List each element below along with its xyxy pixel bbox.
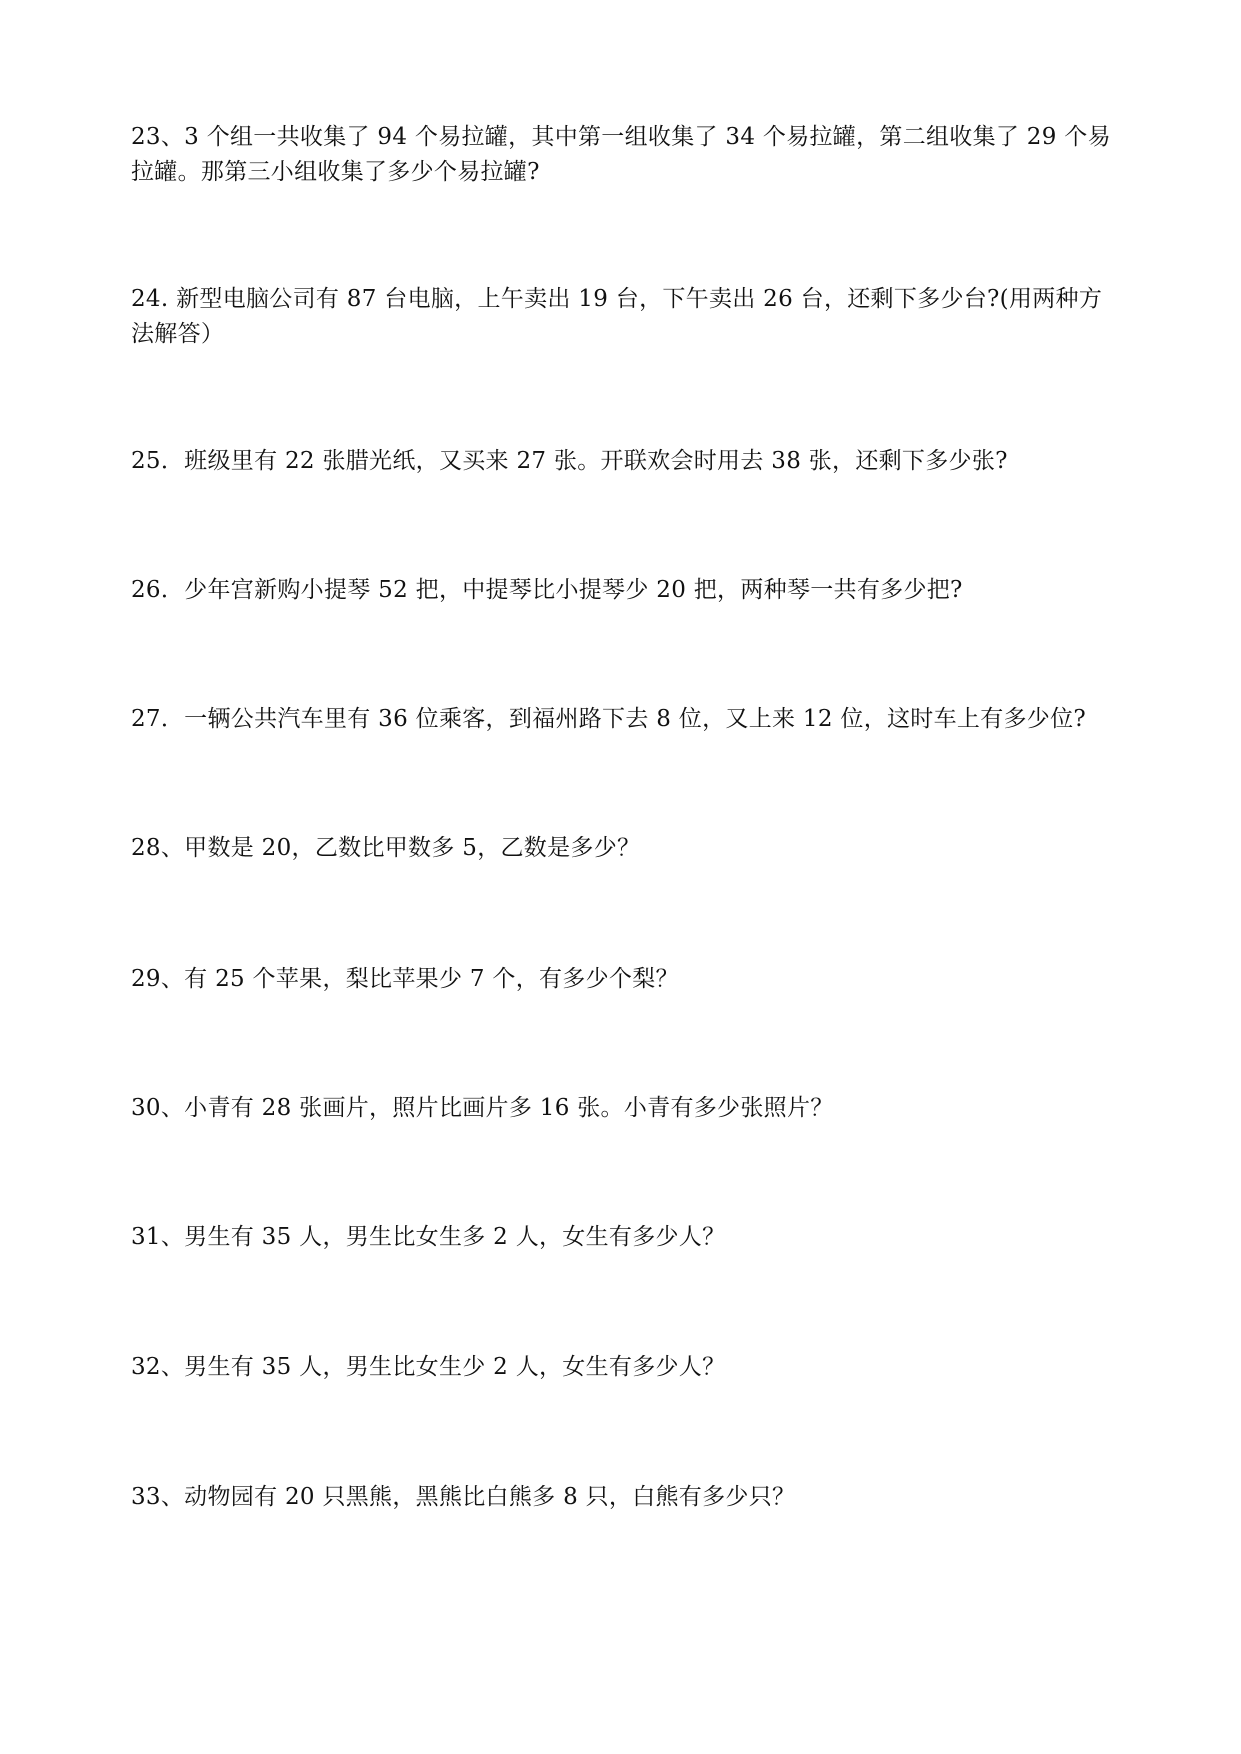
problem-line: 24. 新型电脑公司有 87 台电脑，上午卖出 19 台，下午卖出 26 台，还剩下多少台?(用两种方 [131,286,1103,312]
problem-line: 法解答） [131,321,225,347]
problem-25 [131,444,1121,479]
problem-23 [131,120,1121,190]
problem-line: 28、甲数是 20，乙数比甲数多 5，乙数是多少？ [131,835,641,861]
problem-33 [131,1480,1121,1515]
problem-28 [131,831,1121,866]
problem-27 [131,702,1121,737]
problem-line: 31、男生有 35 人，男生比女生多 2 人，女生有多少人？ [131,1224,726,1250]
problem-29 [131,962,1121,997]
problem-line: 25．班级里有 22 张腊光纸，又买来 27 张。开联欢会时用去 38 张，还剩下多少张? [131,448,1008,474]
problem-30 [131,1091,1121,1126]
problem-31 [131,1220,1121,1255]
problem-line: 32、男生有 35 人，男生比女生少 2 人，女生有多少人？ [131,1354,726,1380]
problem-26 [131,573,1121,608]
problem-line: 27．一辆公共汽车里有 36 位乘客，到福州路下去 8 位，又上来 12 位，这时车上有多少位? [131,706,1087,732]
problem-24 [131,282,1121,352]
problem-line: 29、有 25 个苹果，梨比苹果少 7 个，有多少个梨？ [131,966,679,992]
problem-line: 23、3 个组一共收集了 94 个易拉罐，其中第一组收集了 34 个易拉罐，第二组收集了 29 个易 [131,124,1111,150]
problem-line: 30、小青有 28 张画片，照片比画片多 16 张。小青有多少张照片？ [131,1095,834,1121]
problem-line: 26．少年宫新购小提琴 52 把，中提琴比小提琴少 20 把，两种琴一共有多少把? [131,577,963,603]
problem-line: 拉罐。那第三小组收集了多少个易拉罐? [131,159,540,185]
problem-32 [131,1350,1121,1385]
problem-line: 33、动物园有 20 只黑熊，黑熊比白熊多 8 只，白熊有多少只？ [131,1484,796,1510]
